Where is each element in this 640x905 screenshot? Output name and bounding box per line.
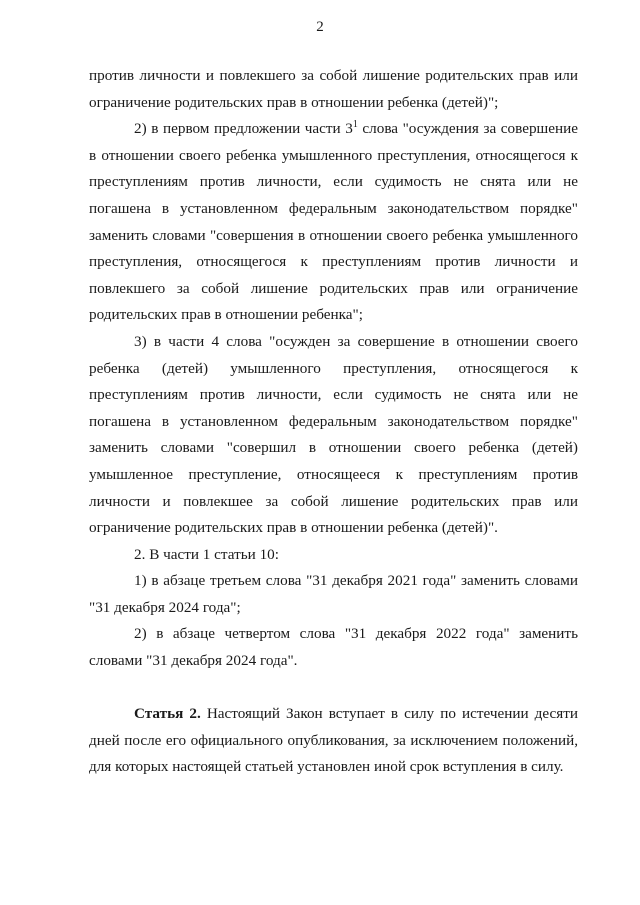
paragraph-point-2: 2. В части 1 статьи 10:	[134, 545, 279, 563]
article-2-paragraph	[89, 701, 578, 781]
section-gap	[89, 675, 578, 702]
paragraph-item-2	[89, 116, 578, 329]
document-body	[89, 63, 578, 781]
item2-text-start: 2) в первом предложении части 3	[134, 120, 353, 138]
superscript-index: 1	[352, 119, 358, 131]
paragraph-subitem-1: 1) в абзаце третьем слова "31 декабря 2021 года" заменить словами "31 декабря 2024 года";	[89, 572, 578, 616]
paragraph-continuation: против личности и повлекшего за собой лишение родительских прав или ограничение родительских прав в отношении ребенка (детей)";	[89, 67, 578, 111]
page-number: 2	[316, 19, 324, 35]
paragraph-item-3: 3) в части 4 слова "осужден за совершение в отношении своего ребенка (детей) умышленного преступления, относящегося к преступлениям против личности, если судимость не снята или не погашена в установленном федеральным законодательством порядке" заменить словами "совершил в отношении своего ребенка (детей) умышленное преступление, относящееся к преступлениям против личности и повлекшее за собой лишение родительских прав или ограничение родительских прав в отношении ребенка (детей)".	[89, 332, 578, 537]
paragraph-subitem-2: 2) в абзаце четвертом слова "31 декабря 2022 года" заменить словами "31 декабря 2024 года".	[89, 625, 578, 670]
article-2-text: Настоящий Закон вступает в силу по истечении десяти дней после его официального опубликования, за исключением положений, для которых настоящей статьей установлен иной срок вступления в силу.	[89, 705, 578, 776]
article-2-heading: Статья 2.	[134, 705, 201, 723]
item2-text-rest: слова "осуждения за совершение в отношении своего ребенка умышленного преступления, относящегося к преступлениям против личности, если судимость не снята или не погашена в установленном федеральным законодательством порядке" заменить словами "совершения в отношении своего ребенка умышленного преступления, относящегося к преступлениям против личности и повлекшего за собой лишение родительских прав или ограничение родительских прав в отношении ребенка";	[89, 120, 578, 324]
